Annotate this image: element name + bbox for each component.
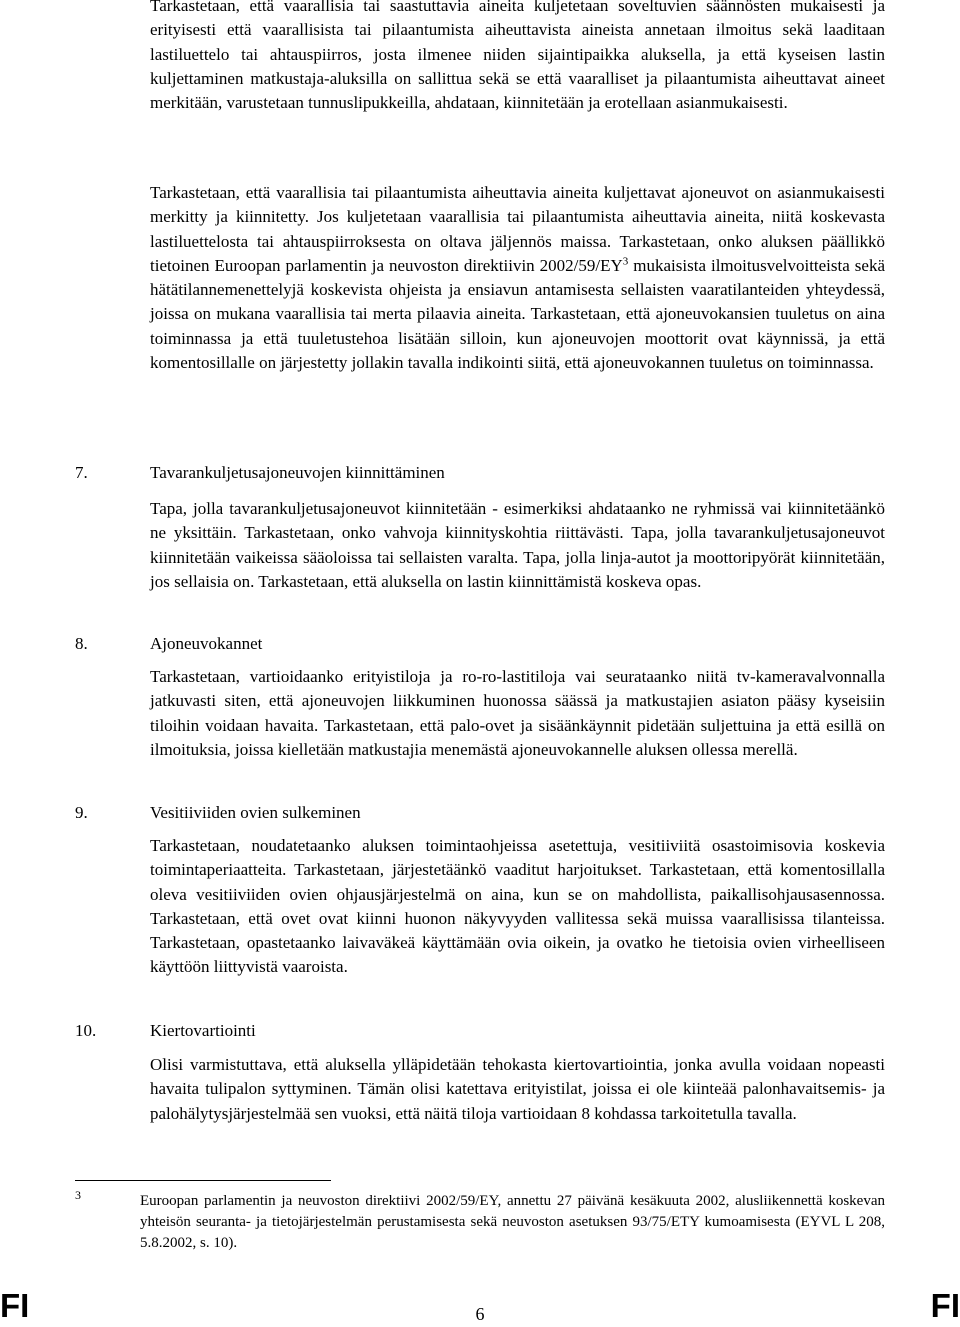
section-number: 9. [75, 803, 88, 822]
footnote-reference: 3 [622, 255, 629, 268]
section-8-text: Tarkastetaan, vartioidaanko erityistiloja ja ro-ro-lastitiloja vai seurataanko niitä tv-kameravalvonnalla jatkuvasti siten, että ajoneuvojen liikkuminen huonossa säässä ja matkustajien asiaton pääsy kyseisiin tiloihin voidaan havaita. Tarkastetaan, että palo-ovet ja sisäänkäynnit pidetään suljettuina ja että esillä on ilmoituksia, joissa kielletään matkustajia menemästä ajoneuvokannelle aluksen ollessa merellä. [150, 667, 885, 759]
section-9-text: Tarkastetaan, noudatetaanko aluksen toimintaohjeissa asetettuja, vesitiiviitä osastoimisovia koskevia toimintaperiaatteita. Tarkastetaan, järjestetäänkö vaaditut harjoitukset. Tarkastetaan, että komentosillalla oleva vesitiiviiden ovien ohjausjärjestelmä on aina, kun se on mahdollista, paikallisohjausasennossa. Tarkastetaan, että ovet ovat kiinni huonon näkyvyyden vallitessa sekä muissa vaarallisissa tilanteissa. Tarkastetaan, opastetaanko laivaväkeä käyttämään ovia oikein, ja ovatko he tietoisia ovien virheelliseen käyttöön liittyvistä vaaroista. [150, 836, 885, 977]
language-code-left: FI [0, 1287, 30, 1324]
footnote-text: Euroopan parlamentin ja neuvoston direktiivi 2002/59/EY, annettu 27 päivänä kesäkuuta 2002, alusliikennettä koskevan yhteisön seuranta- ja tietojärjestelmän perustamisesta sekä neuvoston asetuksen 93/75/ETY kumoamisesta (EYVL L 208, 5.8.2002, s. 10). [140, 1193, 885, 1251]
section-7-text: Tapa, jolla tavarankuljetusajoneuvot kiinnitetään - esimerkiksi ahdataanko ne ryhmissä vai kiinnitetäänkö ne yksittäin. Tarkastetaan, onko vahvoja kiinnityskohtia riittävästi. Tapa, jolla tavarankuljetusajoneuvot kiinnitetään vaikeissa sääoloissa tai sellaisten varalta. Tapa, jolla linja-autot ja moottoripyörät kiinnitetään, jos sellaisia on. Tarkastetaan, että aluksella on lastin kiinnittämistä koskeva opas. [150, 499, 885, 591]
footnote-divider [75, 1180, 331, 1181]
section-number: 10. [75, 1021, 97, 1040]
section-title: Tavarankuljetusajoneuvojen kiinnittäminen [150, 463, 445, 482]
language-code-right: FI [930, 1287, 960, 1324]
section-number: 8. [75, 634, 88, 653]
paragraph-vehicle-marking [150, 181, 885, 375]
paragraph-dangerous-goods: Tarkastetaan, että vaarallisia tai saastuttavia aineita kuljetetaan soveltuvien säännösten mukaisesti ja erityisesti että vaarallisista tai pilaantumista aiheuttavista aineista annetaan ilmoitus sekä laaditaan lastiluettelo tai ahtauspiirros, josta ilmenee niiden sijaintipaikka aluksella, ja että kyseisen lastin kuljettaminen matkustaja-aluksilla on sallittua sekä se että vaaralliset ja pilaantumista aiheuttavat aineet merkitään, varustetaan tunnuslipukkeilla, ahdataan, kiinnitetään ja erotellaan asianmukaisesti. [150, 0, 885, 113]
paragraph-text-part: mukaisista ilmoitusvelvoitteista sekä hätätilannemenettelyjä koskevista ohjeista ja ensiavun antamisesta sellaisten vaaratilanteiden yhteydessä, joissa on mukana vaarallisia tai merta pilaavia aineita. Tarkastetaan, että ajoneuvokansien tuuletus on aina toiminnassa ja että tuuletustehoa lisätään silloin, kun ajoneuvojen moottorit ovat käynnissä, ja että komentosillalle on järjestetty jollakin tavalla indikointi siitä, että ajoneuvokannen tuuletus on toiminnassa. [150, 255, 885, 373]
paragraph-text-part: Tarkastetaan, että vaarallisia tai pilaantumista aiheuttavia aineita kuljettavat ajoneuvot on asianmukaisesti merkitty ja kiinnitetty. Jos kuljetetaan vaarallisia tai pilaantumista aiheuttavia aineita, niitä koskevasta lastiluettelosta tai ahtauspiirroksesta on oltava jäljennös maissa. Tarkastetaan, onko aluksen päällikkö tietoinen Euroopan parlamentin ja neuvoston direktiivin 2002/59/EY [150, 183, 885, 275]
section-10-text: Olisi varmistuttava, että aluksella ylläpidetään tehokasta kiertovartiointia, jonka avulla voidaan nopeasti havaita tulipalon syttyminen. Tämän olisi katettava erityistilat, joissa ei ole kiinteää palonhavaitsemis- ja palohälytysjärjestelmää sen vuoksi, että näitä tiloja vartioidaan 8 kohdassa tarkoitetulla tavalla. [150, 1055, 885, 1123]
page-number: 6 [475, 1304, 485, 1324]
section-title: Kiertovartiointi [150, 1021, 256, 1040]
footnote-mark: 3 [75, 1188, 81, 1202]
section-title: Vesitiiviiden ovien sulkeminen [150, 803, 361, 822]
section-number: 7. [75, 463, 88, 482]
section-title: Ajoneuvokannet [150, 634, 263, 653]
